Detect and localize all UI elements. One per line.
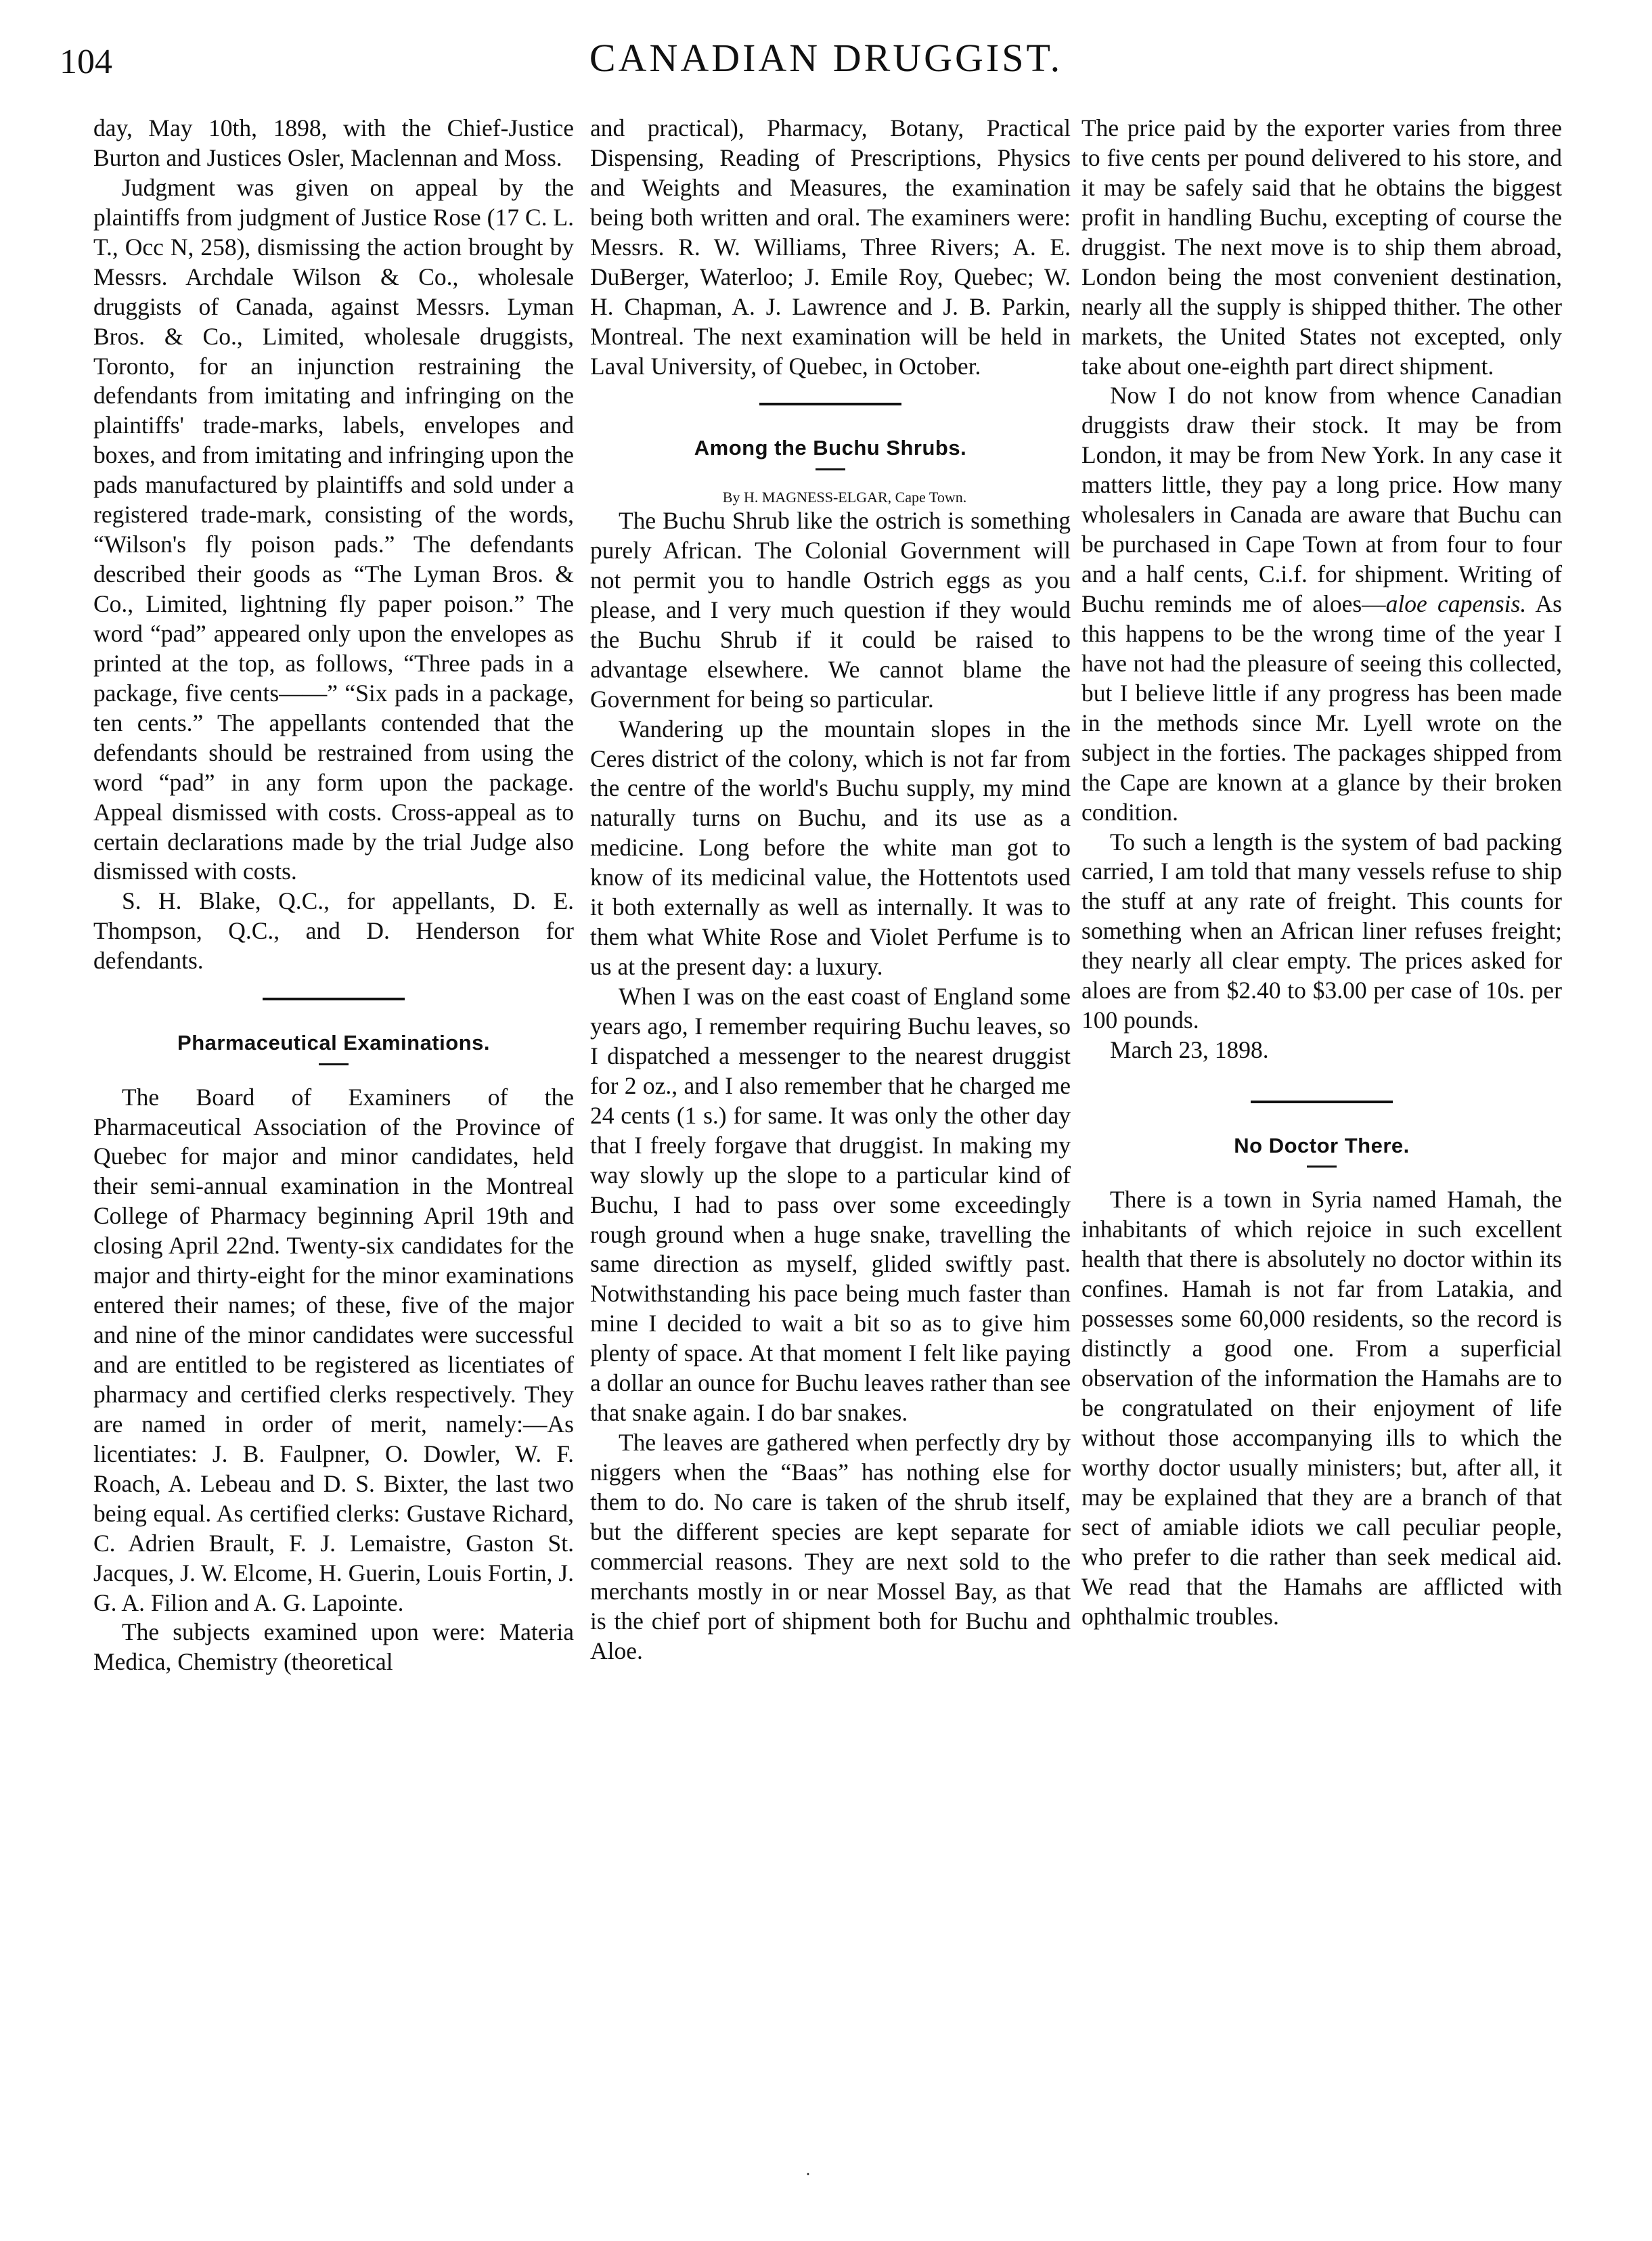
paragraph: When I was on the east coast of England some years ago, I remember requiring Buchu leaves, so I dispatched a messenger to the nearest druggist for 2 oz., and I also remember that he charged me 24 cents (1 s.) for same. It was only the other day that I freely forgave that druggist. In making my way slowly up the slope to a particular kind of Buchu, I had to pass over some exceedingly rough ground when a huge snake, travelling the same direction as myself, glided swiftly past. Notwithstanding his pace being much faster than mine I decided to wait a bit so as to give him plenty of space. At that moment I felt like paying a dollar an ounce for Buchu leaves rather than see that snake again. I do bar snakes. (590, 983, 1071, 1427)
dateline: March 23, 1898. (1110, 1036, 1269, 1064)
paragraph: The Buchu Shrub like the ostrich is something purely African. The Colonial Government will not permit you to handle Ostrich eggs as you please, and I very much question if they would the Buchu Shrub if it could be raised to advantage elsewhere. We cannot blame the Government for being so particular. (590, 507, 1071, 713)
paragraph: and practical), Pharmacy, Botany, Practical Dispensing, Reading of Prescriptions, Physics and Weights and Measures, the examination being both written and oral. The examiners were: Messrs. R. W. Williams, Three Rivers; A. E. DuBerger, Waterloo; J. Emile Roy, Quebec; W. H. Chapman, A. J. Lawrence and J. B. Parkin, Montreal. The next examination will be held in Laval University, of Quebec, in October. (590, 114, 1071, 380)
heading-dash (816, 468, 845, 470)
paragraph: The price paid by the exporter varies from three to five cents per pound delivered to his store, and it may be safely said that he obtains the biggest profit in handling Buchu, excepting of course the druggist. The next move is to ship them abroad, London being the most convenient destination, nearly all the supply is shipped thither. The other markets, the United States not excepted, only take about one-eighth part direct shipment. (1081, 114, 1562, 380)
section-divider (263, 998, 405, 1000)
article-heading: Among the Buchu Shrubs. (694, 436, 967, 460)
page-number: 104 (60, 43, 112, 81)
print-speck: · (805, 2166, 811, 2183)
section-divider (1251, 1101, 1393, 1103)
paragraph: day, May 10th, 1898, with the Chief-Justice Burton and Justices Osler, Maclennan and Moss. (93, 114, 574, 171)
paragraph (1081, 381, 1562, 827)
running-head: CANADIAN DRUGGIST. (589, 36, 1063, 80)
paragraph: S. H. Blake, Q.C., for appellants, D. E. Thompson, Q.C., and D. Henderson for defendants. (93, 887, 574, 975)
column-2 (590, 114, 1071, 1666)
article-heading: Pharmaceutical Examinations. (177, 1031, 490, 1055)
paragraph: The subjects examined upon were: Materia Medica, Chemistry (theoretical (93, 1618, 574, 1676)
paragraph: Wandering up the mountain slopes in the Ceres district of the colony, which is not far from the centre of the world's Buchu supply, my mind naturally turns on Buchu, and its use as a medicine. Long before the white man got to know of its medicinal value, the Hottentots used it both externally as well as internally. It was to them what White Rose and Violet Perfume is to us at the present day: a luxury. (590, 715, 1071, 981)
article-heading: No Doctor There. (1234, 1134, 1410, 1157)
section-divider (759, 403, 901, 405)
paragraph: The leaves are gathered when perfectly dry by niggers when the “Baas” has nothing else for them to do. No care is taken of the shrub itself, but the different species are kept separate for commercial reasons. They are next sold to the merchants mostly in or near Mossel Bay, as that is the chief port of shipment both for Buchu and Aloe. (590, 1429, 1071, 1664)
text-run: Now I do not know from whence Canadian druggists draw their stock. It may be from London, it may be from New York. In any case it matters little, they pay a long price. How many wholesalers in Canada are aware that Buchu can be purchased in Cape Town at from four to four and a half cents, C.i.f. for shipment. Writing of Buchu reminds me of aloes— (1081, 382, 1562, 617)
paragraph: To such a length is the system of bad packing carried, I am told that many vessels refuse to ship the stuff at any rate of freight. This counts for something when an African liner refuses freight; they nearly all clear empty. The prices asked for aloes are from $2.40 to $3.00 per case of 10s. per 100 pounds. (1081, 828, 1562, 1034)
column-1 (93, 114, 574, 1677)
text-run: As this happens to be the wrong time of the year I have not had the pleasure of seeing this collected, but I believe little if any progress has been made in the methods since Mr. Lyell wrote on the subject in the forties. The packages shipped from the Cape are known at a glance by their broken condition. (1081, 590, 1562, 826)
heading-dash (1307, 1166, 1337, 1168)
paragraph: Judgment was given on appeal by the plaintiffs from judgment of Justice Rose (17 C. L. T., Occ N, 258), dismissing the action brought by Messrs. Archdale Wilson & Co., wholesale druggists of Canada, against Messrs. Lyman Bros. & Co., Limited, wholesale druggists, Toronto, for an injunction restraining the defendants from imitating and infringing on the plaintiffs' trade-marks, labels, envelopes and boxes, and from imitating and infringing upon the pads manufactured by plaintiffs and sold under a registered trade-mark, consisting of the words, “Wilson's fly poison pads.” The defendants described their goods as “The Lyman Bros. & Co., Limited, lightning fly paper poison.” The word “pad” appeared only upon the envelopes as printed at the top, as follows, “Three pads in a package, five cents——” “Six pads in a package, ten cents.” The appellants contended that the defendants should be restrained from using the word “pad” in any form upon the package. Appeal dismissed with costs. Cross-appeal as to certain declarations made by the trial Judge also dismissed with costs. (93, 173, 574, 885)
paragraph: The Board of Examiners of the Pharmaceutical Association of the Province of Quebec for major and minor candidates, held their semi-annual examination in the Montreal College of Pharmacy beginning April 19th and closing April 22nd. Twenty-six candidates for the major and thirty-eight for the minor examinations entered their names; of these, five of the major and nine of the minor candidates were successful and are entitled to be registered as licentiates of pharmacy and certified clerks respectively. They are named in order of merit, namely:—As licentiates: J. B. Faulpner, O. Dowler, W. F. Roach, A. Lebeau and D. S. Bixter, the last two being equal. As certified clerks: Gustave Richard, C. Adrien Brault, F. J. Lemaistre, Gaston St. Jacques, J. W. Elcome, H. Guerin, Louis Fortin, J. G. A. Filion and A. G. Lapointe. (93, 1083, 574, 1616)
italic-term: aloe capensis. (1385, 590, 1527, 617)
byline: By H. MAGNESS-ELGAR, Cape Town. (722, 488, 967, 506)
heading-dash (319, 1063, 349, 1065)
paragraph: There is a town in Syria named Hamah, the inhabitants of which rejoice in such excellent health that there is absolutely no doctor within its confines. Hamah is not far from Latakia, and possesses some 60,000 residents, so the record is distinctly a good one. From a superficial observation of the information the Hamahs are to be congratulated on their enjoyment of life without those accompanying ills to which the worthy doctor usually ministers; but, after all, it may be explained that they are a branch of that sect of amiable idiots we call peculiar people, who prefer to die rather than seek medical aid. We read that the Hamahs are afflicted with ophthalmic troubles. (1081, 1186, 1562, 1630)
column-3 (1081, 114, 1562, 1631)
